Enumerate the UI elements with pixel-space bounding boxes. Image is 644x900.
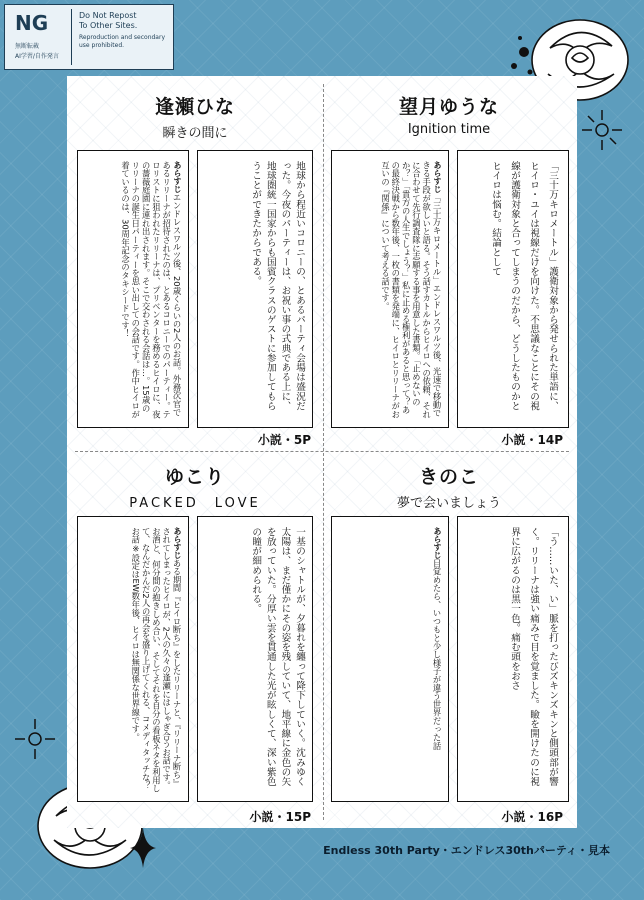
work-4-synopsis-text: 目覚めたら、いつもと少し様子が違う世界だった話 bbox=[432, 559, 442, 750]
work-4-excerpt: 「う……いた、い」脈を打ったびズキンズキンと側頭部が響く。リリーナは強い痛みで目を覚ました。瞼を開けたのに視界に広がるのは黒一色。痛む頭をおさ bbox=[509, 527, 558, 787]
work-4-synopsis-label: あらすじ bbox=[433, 527, 442, 559]
work-4-author: きのこ bbox=[418, 466, 479, 488]
work-2-author: 望月ゆうな bbox=[398, 96, 499, 118]
work-1-synopsis bbox=[84, 161, 182, 419]
sparkle-left-icon bbox=[12, 716, 58, 762]
work-3-excerpt-box bbox=[197, 516, 313, 802]
work-2-synopsis-box bbox=[331, 150, 449, 428]
work-3-excerpt: 一基のシャトルが、夕暮れを纏って降下していく。沈みゆく太陽は、まだ僅かにその姿を残していて、地平線に金色の矢を放っていた。分厚い雲を貫通した光が眩しくて、深い紫色の瞳が細められる。 bbox=[250, 527, 305, 787]
work-3-synopsis-text: ある期間『ヒイロ断ち』をしたリリーナと、『リリーナ断ち』されてしまったヒイロが、2人の久々の逢瀬にはしゃぎ合うお話です。お酒と、何分間の抱きしめ合い、そしてそれを自分の看板ネタを利用して、なんだかんだ2人の再会を盛り上げてくれる、コメディタッチな？お話※設定はEW数年後、ヒイロは無関係な世界線です。 bbox=[130, 527, 182, 793]
work-2-title: Ignition time bbox=[407, 122, 491, 137]
work-2-synopsis-text: 「三十万キロメートル」エンドレスワルツ後、光速で移動できる手段が欲しいと語る。そう話すカトルからヒイロへの依頼、それに合わせて先行調査隊に志願する事を用意した書類。「止めないのか？」「貴方の人生でしょう？」私に止める権利があると思って？あの最終決戦から数年後、一枚の書類を発端に、ヒイロとリリーナがお互いの『関係』について考える話です。 bbox=[380, 161, 442, 419]
work-1-synopsis-label: あらすじ bbox=[173, 161, 182, 193]
work-1-author: 逢瀬ひな bbox=[154, 96, 235, 118]
work-3-title: PACKED LOVE bbox=[129, 496, 261, 511]
work-1-synopsis-text: エンドレスワルツ後、20歳くらいの2人のお話。外務次官であるリリーナが招待されたのは、とあるコロニーでのパーティー。テロリストに狙われたリリーナは、プリベンターを務めるヒイロに、夜の薔薇庭園に連れ出されます。そこで交わされる会話は…。15歳のリリーナの誕生日パーティーを思い出しての会話です。作中ヒイロが着ているのは、30周年記念のタキシードです！ bbox=[120, 161, 182, 419]
notice-ng-title: NG bbox=[15, 11, 49, 35]
sparkle-bottom-icon bbox=[128, 826, 158, 870]
work-1-excerpt-box bbox=[197, 150, 313, 428]
work-2-synopsis-label: あらすじ bbox=[433, 161, 442, 193]
work-2-synopsis bbox=[338, 161, 442, 419]
sample-sheet bbox=[67, 76, 577, 828]
notice-en-line-2: To Other Sites. bbox=[79, 21, 138, 30]
work-4-synopsis-box bbox=[331, 516, 449, 802]
notice-jp-line-1: 無断転載 bbox=[15, 43, 40, 50]
notice-en-line-1: Do Not Repost bbox=[79, 11, 137, 20]
notice-ng-block bbox=[9, 9, 72, 65]
notice-text bbox=[79, 11, 171, 50]
horizontal-divider bbox=[75, 451, 569, 452]
work-1-pages: 小説・5P bbox=[257, 433, 311, 447]
notice-box bbox=[4, 4, 174, 70]
work-3-author: ゆこり bbox=[164, 466, 225, 488]
footer-caption: Endless 30th Party・エンドレス30thパーティ・見本 bbox=[323, 844, 610, 857]
work-3-synopsis bbox=[84, 527, 182, 793]
work-1-synopsis-box bbox=[77, 150, 189, 428]
notice-fine-print: Reproduction and secondary use prohibited. bbox=[79, 34, 166, 49]
vertical-divider bbox=[323, 84, 324, 820]
work-4-synopsis bbox=[338, 527, 442, 793]
work-2-excerpt-box bbox=[457, 150, 569, 428]
sparkle-top-right-icon bbox=[580, 108, 624, 152]
work-4-excerpt-box bbox=[457, 516, 569, 802]
work-4-title: 夢で会いましょう bbox=[396, 496, 501, 511]
work-2-excerpt: 「三十万キロメートル」護衛対象から発せられた単語に、ヒイロ・ユイは視線だけを向けた。不思議なことにその視線が護衛対象と合ってしまうのだから、どうしたものかとヒイロは悩む。結論として bbox=[490, 161, 558, 411]
work-1-title: 瞬きの間に bbox=[162, 126, 228, 141]
work-3-synopsis-label: あらすじ bbox=[173, 527, 182, 559]
work-3-pages: 小説・15P bbox=[249, 810, 311, 824]
work-1-excerpt: 地球から程近いコロニーの、とあるパーティ会場は盛況だった。今夜のパーティーは、お祝い事の式典である上に、地球圏統一国家からも国賓クラスのゲストに参加してもらうことができたからである。 bbox=[250, 161, 305, 411]
work-3-synopsis-box bbox=[77, 516, 189, 802]
work-4-pages: 小説・16P bbox=[501, 810, 563, 824]
work-2-pages: 小説・14P bbox=[501, 433, 563, 447]
notice-jp-line-2: AI学習/自作発言 bbox=[15, 53, 59, 60]
